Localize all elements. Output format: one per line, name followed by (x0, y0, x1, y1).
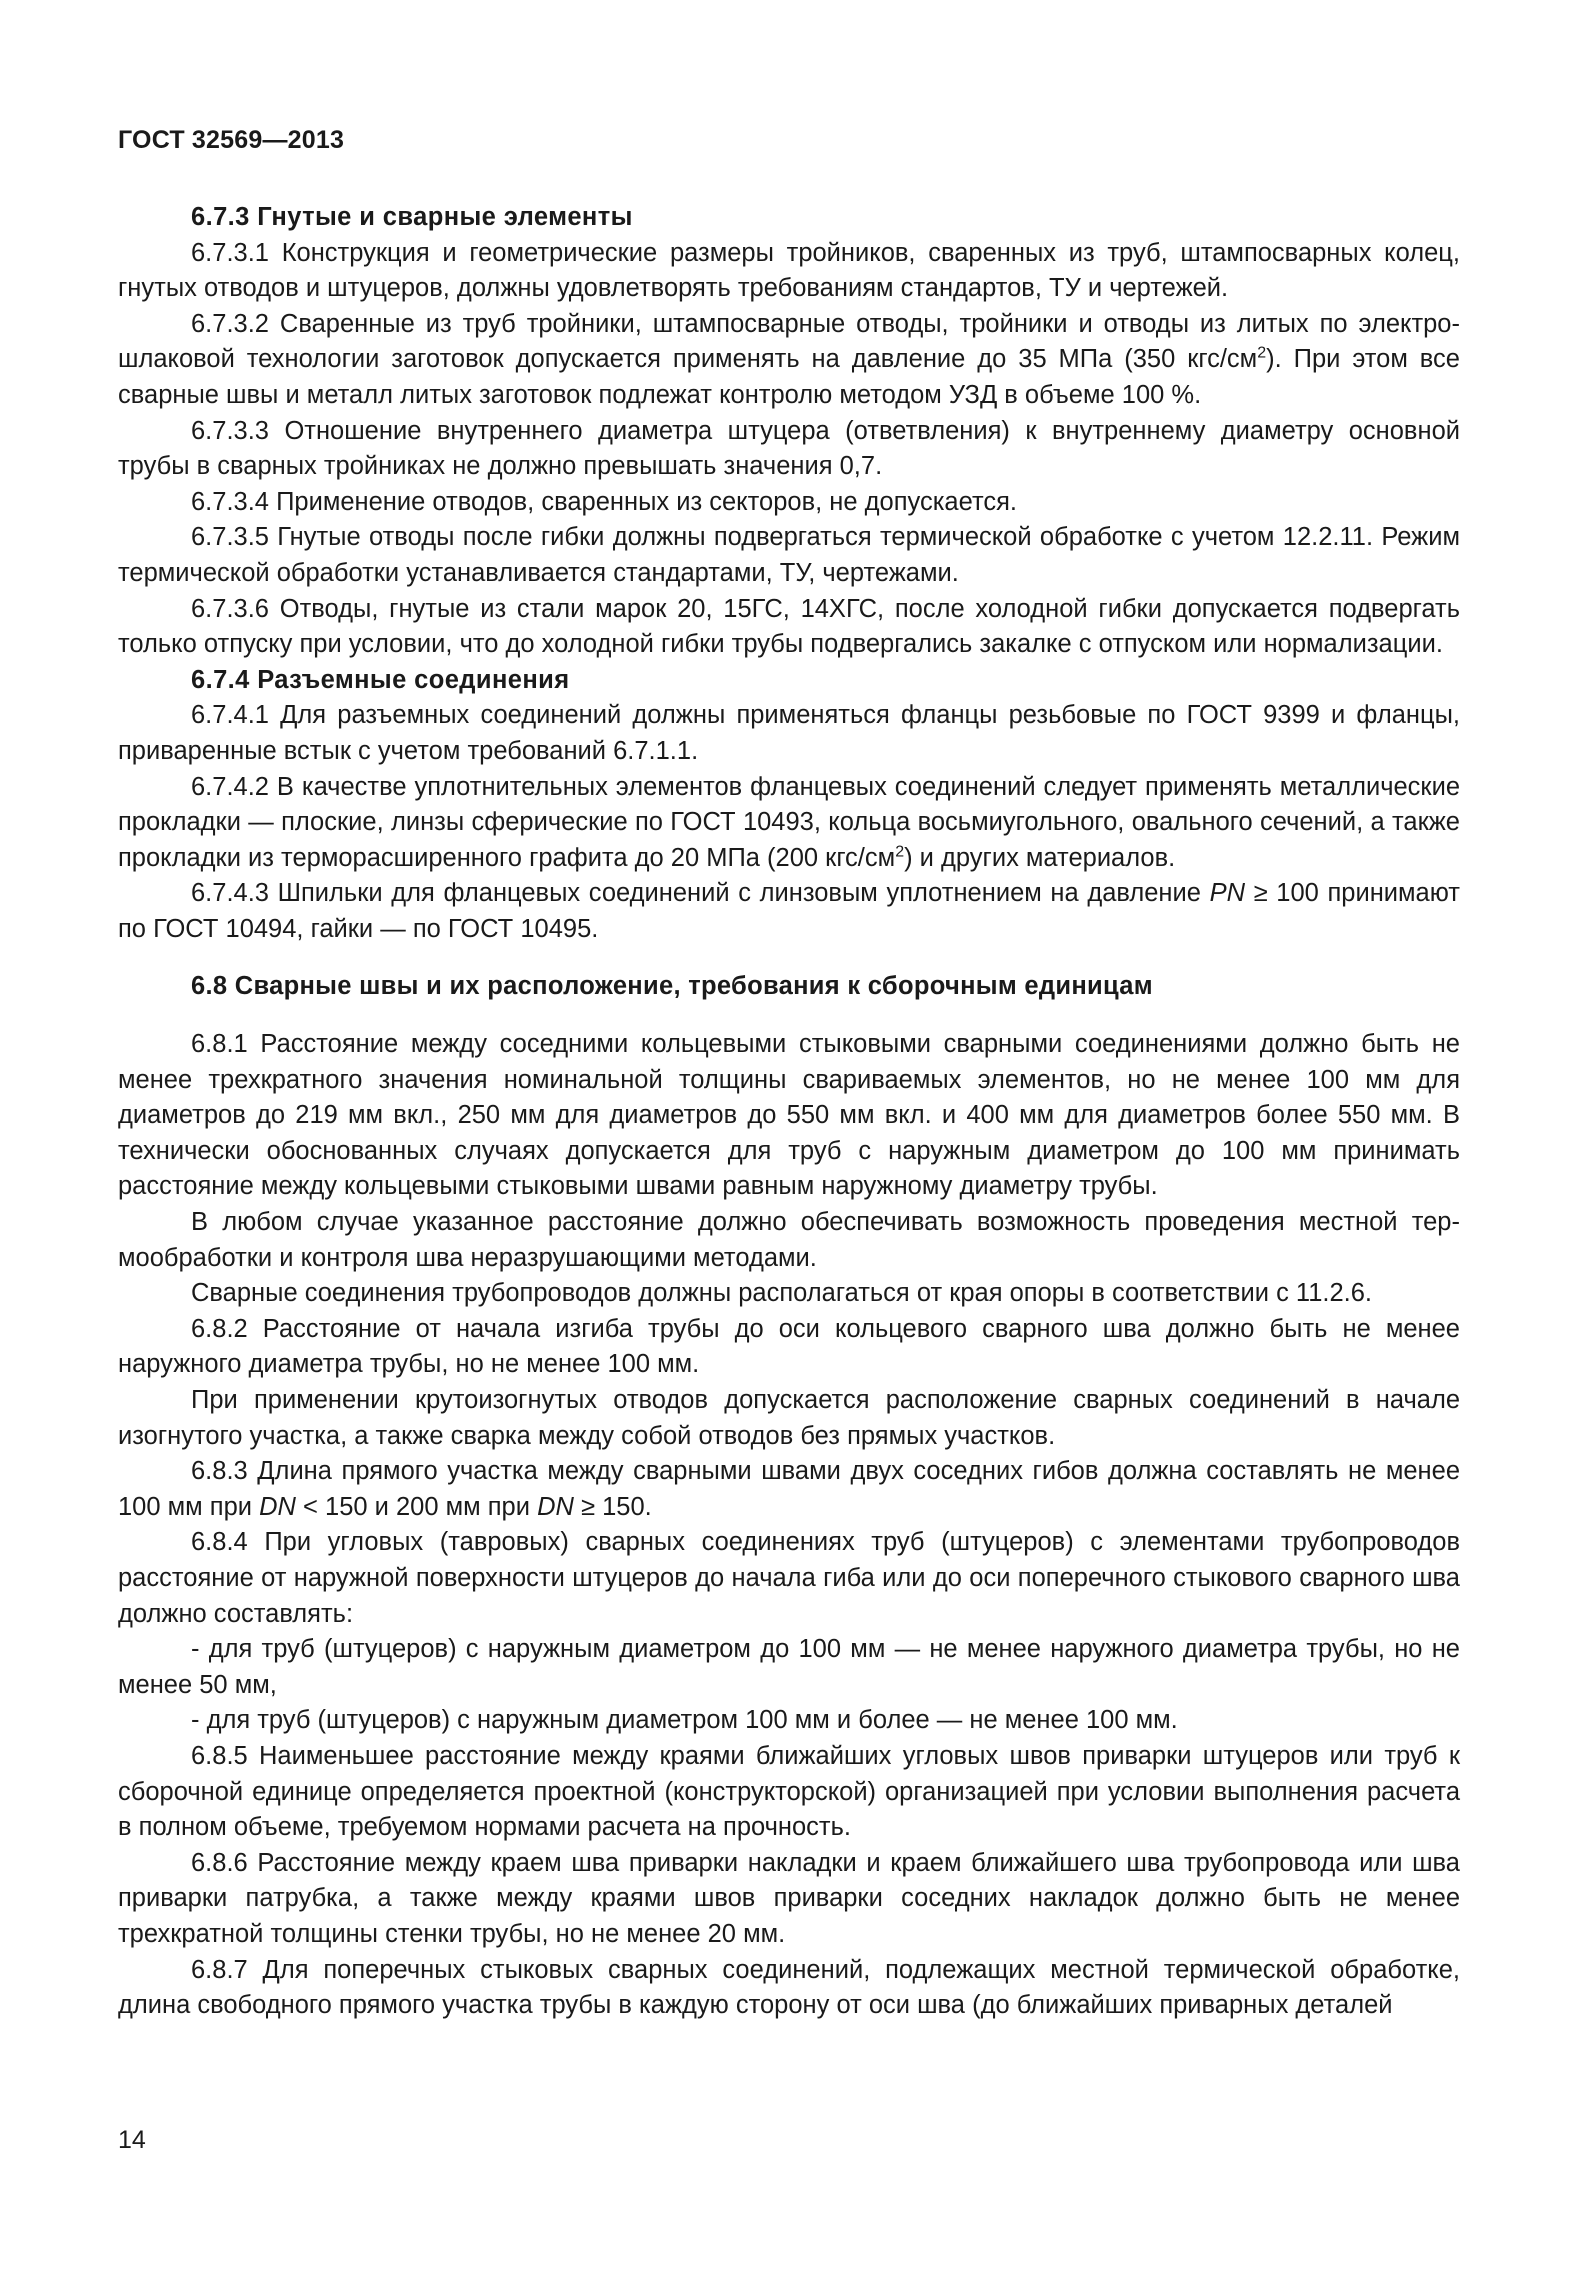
paragraph-6-7-3-4: 6.7.3.4 Применение отводов, сваренных из секторов, не допускается. (191, 487, 1017, 516)
paragraph-6-8-3: 6.8.3 Длина прямого участка между сварными швами двух соседних гибов должна составлять не менее 100 мм при DN < 150 и 200 мм при DN ≥ 150. (118, 1457, 1460, 1521)
paragraph-6-7-3-2: 6.7.3.2 Сваренные из труб тройники, штампосварные отводы, тройники и отводы из литых по электрошлаковой технологии заготовок допускается применять на давление до 35 МПа (350 кгс/$см^2$). При этом все сварные швы и металл литых заготовок подлежат контролю методом УЗД в объеме 100 %. (118, 309, 1460, 409)
paragraph-6-7-3-1: 6.7.3.1 Конструкция и геометрические размеры тройников, сваренных из труб, штампосварных колец, гнутых отводов и штуцеров, должны удовлетворять требованиям стандартов, ТУ и чертежей. (118, 238, 1460, 303)
paragraph-6-8-1: 6.8.1 Расстояние между соседними кольцевыми стыковыми сварными соединениями должно быть не менее трехкратного значения номинальной толщины свариваемых элементов, но не менее 100 мм для диаметров до 219 мм вкл., 250 мм для диаметров до 550 мм вкл. и 400 мм для диаметров более 550 мм. В технически обоснованных случаях допускается для труб с наружным диаметром до 100 мм принимать расстояние между кольцевыми стыковыми швами равным наружному диаметру трубы. (118, 1030, 1460, 1201)
paragraph-6-8-6: 6.8.6 Расстояние между краем шва приварки накладки и краем ближайшего шва трубопровода или шва приварки патрубка, а также между краями швов приварки соседних накладок должно быть не менее трехкратной толщины стенки трубы, но не менее 20 мм. (118, 1848, 1460, 1948)
document-body (118, 200, 1460, 2024)
paragraph-6-7-4-2: 6.7.4.2 В качестве уплотнительных элементов фланцевых соединений следует применять металлические прокладки — плоские, линзы сферические по ГОСТ 10493, кольца восьмиугольного, овального сечений, а также прокладки из терморасширенного графита до 20 МПа (200 кгс/$см^2$) и других материалов. (118, 772, 1460, 872)
paragraph-6-7-3-6: 6.7.3.6 Отводы, гнутые из стали марок 20, 15ГС, 14ХГС, после холодной гибки допускается подвергать только отпуску при условии, что до холодной гибки трубы подвергались закалке с отпуском или нормализации. (118, 594, 1460, 659)
paragraph-6-8-2: 6.8.2 Расстояние от начала изгиба трубы до оси кольцевого сварного шва должно быть не менее наружного диаметра трубы, но не менее 100 мм. (118, 1314, 1460, 1379)
paragraph-6-8-1-note: В любом случае указанное расстояние должно обеспечивать возможность проведения местной термообработки и контроля шва неразрушающими методами. (118, 1208, 1460, 1272)
paragraph-6-7-3-5: 6.7.3.5 Гнутые отводы после гибки должны подвергаться термической обработке с учетом 12.2.11. Режим термической обработки устанавливается стандартами, ТУ, чертежами. (118, 523, 1460, 587)
page-number: 14 (118, 2126, 146, 2154)
document-standard-header: ГОСТ 32569—2013 (118, 126, 345, 154)
paragraph-6-8-1-support: Сварные соединения трубопроводов должны располагаться от края опоры в соответствии с 11.2.6. (191, 1279, 1372, 1308)
list-item-large-pipes: - для труб (штуцеров) с наружным диаметром 100 мм и более — не менее 100 мм. (191, 1706, 1178, 1735)
paragraph-6-8-7: 6.8.7 Для поперечных стыковых сварных соединений, подлежащих местной термической обработке, длина свободного прямого участка трубы в каждую сторону от оси шва (до ближайших приварных деталей (118, 1955, 1460, 2020)
paragraph-6-7-4-3: 6.7.4.3 Шпильки для фланцевых соединений с линзовым уплотнением на давление PN ≥ 100 принимают по ГОСТ 10494, гайки — по ГОСТ 10495. (118, 879, 1460, 943)
paragraph-6-8-2-note: При применении крутоизогнутых отводов допускается расположение сварных соединений в начале изогнутого участка, а также сварка между собой отводов без прямых участков. (118, 1386, 1460, 1450)
paragraph-6-7-4-1: 6.7.4.1 Для разъемных соединений должны применяться фланцы резьбовые по ГОСТ 9399 и фланцы, приваренные встык с учетом требований 6.7.1.1. (118, 701, 1460, 765)
section-heading-6-7-4: 6.7.4 Разъемные соединения (191, 665, 570, 694)
list-item-small-pipes: - для труб (штуцеров) с наружным диаметром до 100 мм — не менее наружного диаметра трубы, но не менее 50 мм, (118, 1635, 1460, 1699)
section-heading-6-7-3: 6.7.3 Гнутые и сварные элементы (191, 203, 633, 231)
paragraph-6-7-3-3: 6.7.3.3 Отношение внутреннего диаметра штуцера (ответвления) к внутреннему диаметру основной трубы в сварных тройниках не должно превышать значения 0,7. (118, 416, 1460, 481)
paragraph-6-8-5: 6.8.5 Наименьшее расстояние между краями ближайших угловых швов приварки штуцеров или труб к сборочной единице определяется проектной (конструкторской) организацией при условии выполнения расчета в полном объеме, требуемом нормами расчета на прочность. (118, 1741, 1460, 1842)
paragraph-6-8-4: 6.8.4 При угловых (тавровых) сварных соединениях труб (штуцеров) с элементами трубопроводов расстояние от наружной поверхности штуцеров до начала гиба или до оси поперечного стыкового сварного шва должно составлять: (118, 1528, 1460, 1628)
section-heading-6-8: 6.8 Сварные швы и их расположение, требования к сборочным единицам (191, 972, 1153, 1001)
